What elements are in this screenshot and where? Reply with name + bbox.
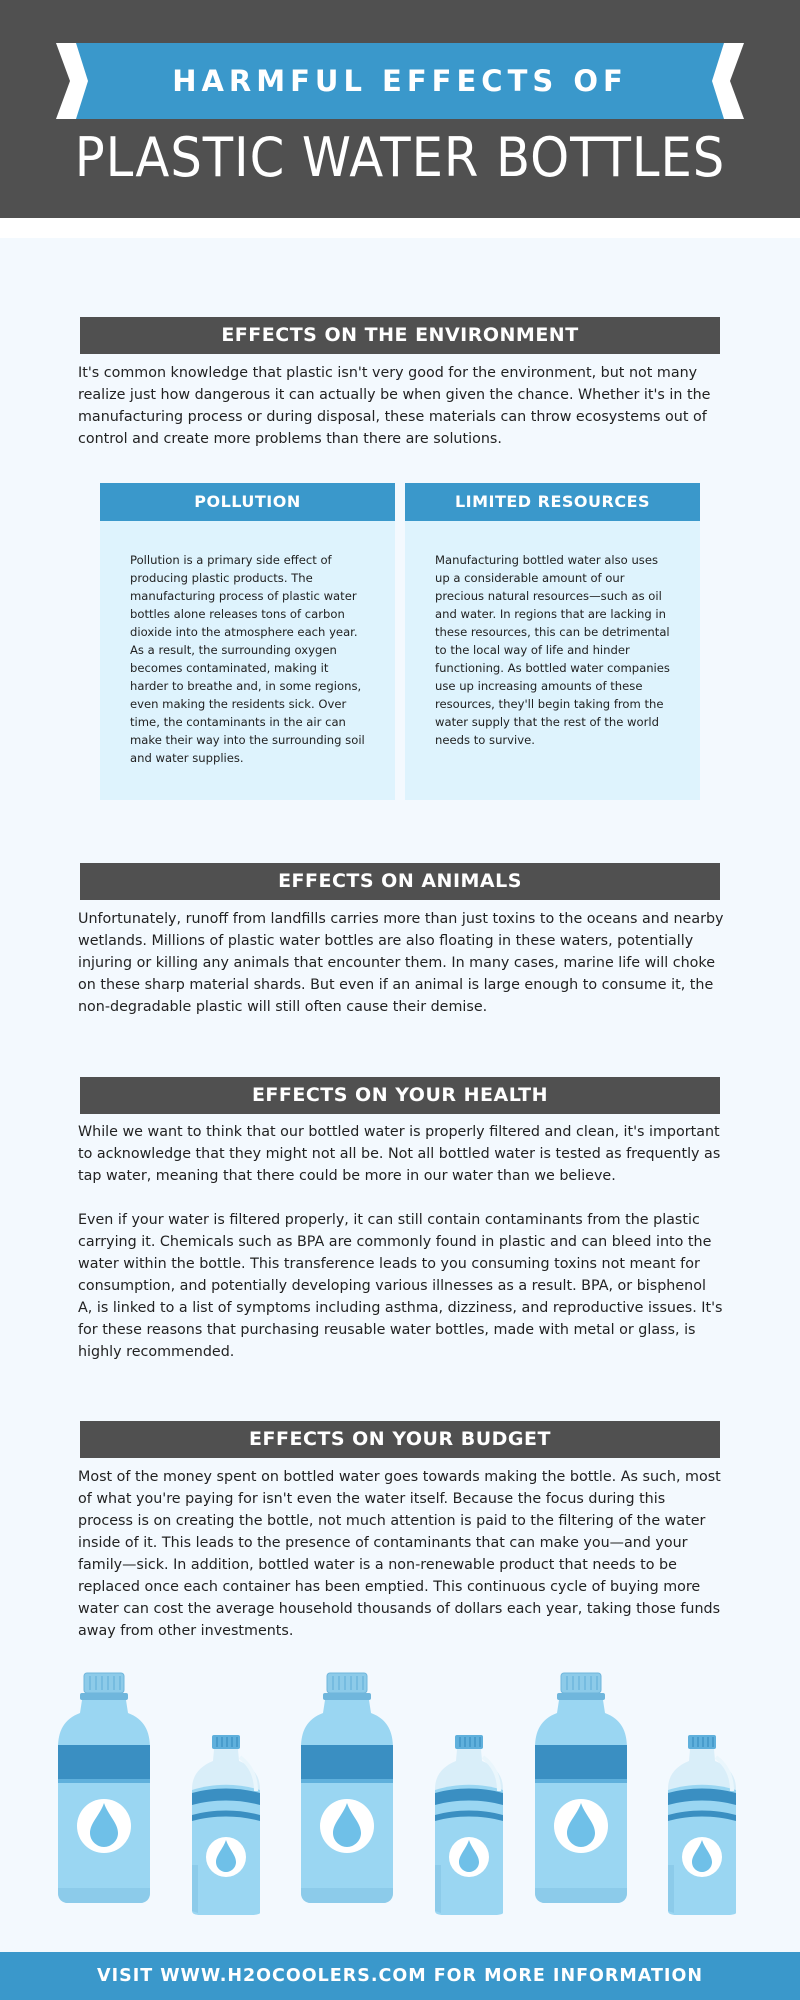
header-banner [0, 0, 800, 218]
bottle-icon [301, 1673, 393, 1903]
bottle-icon [435, 1735, 503, 1915]
section-heading-health: EFFECTS ON YOUR HEALTH [80, 1077, 720, 1114]
budget-paragraph: Most of the money spent on bottled water goes towards making the bottle. As such, most of what you're paying for isn't even the water itself. Because the focus during this process is on creating the bottle, not much attention is paid to the filtering of the water inside of it. This leads to the presence of contaminants that can make you—and your family—sick. In addition, bottled water is a non-renewable product that needs to be replaced once each container has been emptied. This continuous cycle of buying more water can cost the average household thousands of dollars each year, taking those funds away from other investments. [78, 1469, 721, 1639]
card-text-pollution: Pollution is a primary side effect of producing plastic products. The manufacturing process of plastic water bottles alone releases tons of carbon dioxide into the atmosphere each year. As a result, the surrounding oxygen becomes contaminated, making it harder to breathe and, in some regions, even making the residents sick. Over time, the contaminants in the air can make their way into the surrounding soil and water supplies. [130, 553, 365, 765]
bottle-icon [535, 1673, 627, 1903]
header-divider [0, 218, 800, 238]
footer-banner: VISIT WWW.H2OCOOLERS.COM FOR MORE INFORMATION [0, 1952, 800, 2000]
animals-paragraph: Unfortunately, runoff from landfills carries more than just toxins to the oceans and nearby wetlands. Millions of plastic water bottles are also floating in these waters, potentially injuring or killing any animals that encounter them. In many cases, marine life will choke on these sharp material shards. But even if an animal is large enough to consume it, the non-degradable plastic will still often cause their demise. [78, 911, 724, 1015]
card-text-resources: Manufacturing bottled water also uses up a considerable amount of our precious natural resources—such as oil and water. In regions that are lacking in these resources, this can be detrimental to the local way of life and hinder functioning. As bottled water companies use up increasing amounts of these resources, they'll begin taking from the water supply that the rest of the world needs to survive. [435, 553, 670, 747]
section-text-budget [78, 1466, 724, 1664]
bottle-icon [192, 1735, 260, 1915]
card-heading-resources: LIMITED RESOURCES [405, 483, 700, 521]
health-paragraph-1: While we want to think that our bottled water is properly filtered and clean, it's important to acknowledge that they might not all be. Not all bottled water is tested as frequently as tap water, meaning that there could be more in our water than we believe. [78, 1124, 721, 1184]
section-text-animals [78, 908, 724, 1040]
card-pollution [100, 483, 395, 800]
section-text-environment [78, 362, 724, 472]
environment-paragraph: It's common knowledge that plastic isn't very good for the environment, but not many realize just how dangerous it can actually be when given the chance. Whether it's in the manufacturing process or during disposal, these materials can throw ecosystems out of control and create more problems than there are solutions. [78, 365, 711, 447]
section-heading-animals: EFFECTS ON ANIMALS [80, 863, 720, 900]
section-heading-environment: EFFECTS ON THE ENVIRONMENT [80, 317, 720, 354]
section-heading-budget: EFFECTS ON YOUR BUDGET [80, 1421, 720, 1458]
health-paragraph-2: Even if your water is filtered properly, it can still contain contaminants from the plastic carrying it. Chemicals such as BPA are commonly found in plastic and can bleed into the water within the bottle. This transference leads to you consuming toxins not meant for consumption, and potentially developing various illnesses as a result. BPA, or bisphenol A, is linked to a list of symptoms including asthma, dizziness, and reproductive issues. It's for these reasons that purchasing reusable water bottles, made with metal or glass, is highly recommended. [78, 1212, 723, 1360]
ribbon-text: HARMFUL EFFECTS OF [172, 64, 628, 98]
section-text-health [78, 1121, 724, 1385]
page-title: PLASTIC WATER BOTTLES [74, 126, 726, 189]
bottles-illustration [0, 1665, 800, 1915]
title-ribbon [56, 43, 744, 119]
bottle-icon [668, 1735, 736, 1915]
card-limited-resources [405, 483, 700, 800]
bottle-icon [58, 1673, 150, 1903]
card-heading-pollution: POLLUTION [100, 483, 395, 521]
